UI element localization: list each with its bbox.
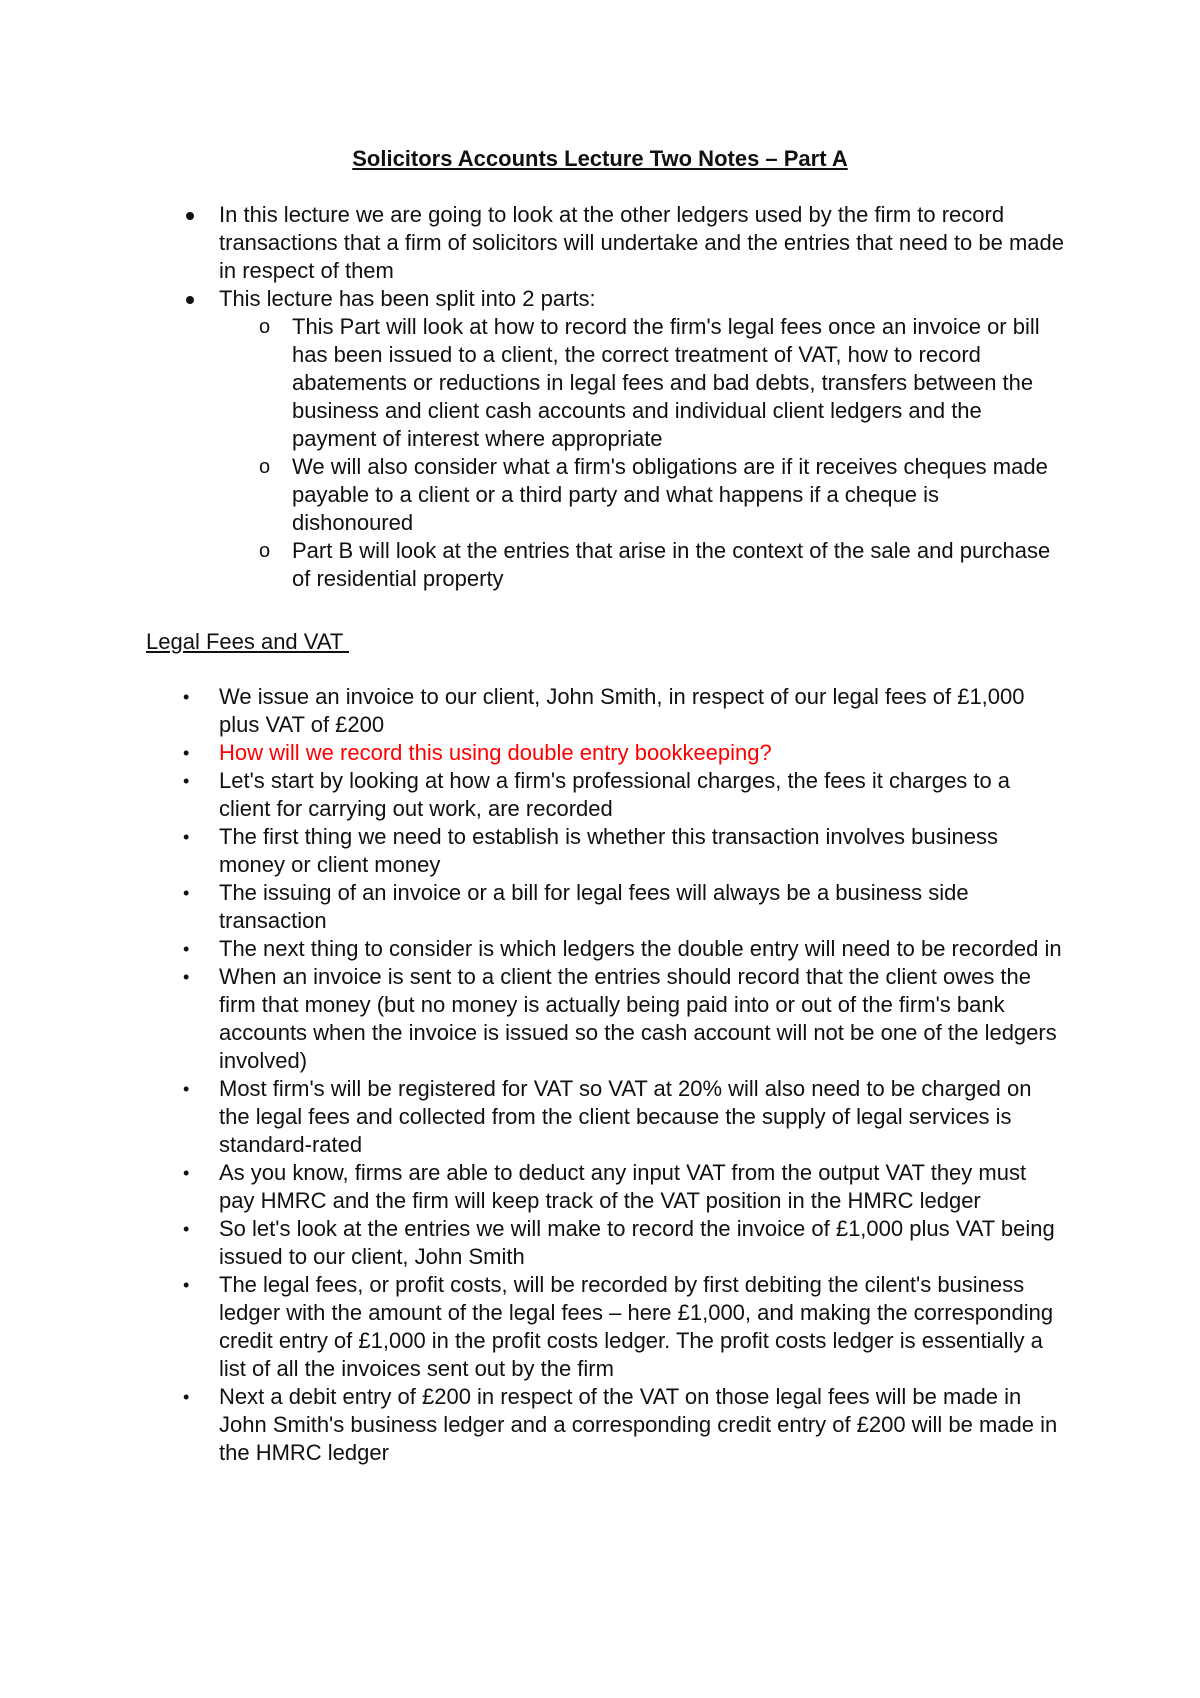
intro-item [176, 285, 1066, 593]
document-title: Solicitors Accounts Lecture Two Notes – Part A [352, 146, 848, 171]
list-item: • The next thing to consider is which ledgers the double entry will need to be recorded in [176, 935, 1066, 963]
intro-list [176, 201, 1066, 593]
intro-sub-list [219, 313, 1066, 593]
section-heading-legal-fees-vat: Legal Fees and VAT [146, 629, 350, 654]
list-item: • When an invoice is sent to a client the entries should record that the client owes the firm that money (but no money is actually being paid into or out of the firm's bank accounts when the invoice is issued so the cash account will not be one of the ledgers involved) [176, 963, 1066, 1075]
list-item: • We issue an invoice to our client, John Smith, in respect of our legal fees of £1,000 plus VAT of £200 [176, 683, 1066, 739]
list-item: • The issuing of an invoice or a bill for legal fees will always be a business side transaction [176, 879, 1066, 935]
intro-item-text: In this lecture we are going to look at the other ledgers used by the firm to record transactions that a firm of solicitors will undertake and the entries that need to be made in respect of them [219, 202, 1065, 283]
intro-sub-item: o Part B will look at the entries that arise in the context of the sale and purchase of residential property [219, 537, 1066, 593]
list-item: • Next a debit entry of £200 in respect of the VAT on those legal fees will be made in John Smith's business ledger and a corresponding credit entry of £200 will be made in the HMRC ledger [176, 1383, 1066, 1467]
intro-item [176, 201, 1066, 285]
list-item: • Most firm's will be registered for VAT so VAT at 20% will also need to be charged on the legal fees and collected from the client because the supply of legal services is standard-rated [176, 1075, 1066, 1159]
list-item: • The legal fees, or profit costs, will be recorded by first debiting the cilent's business ledger with the amount of the legal fees – here £1,000, and making the corresponding credit entry of £1,000 in the profit costs ledger. The profit costs ledger is essentially a list of all the invoices sent out by the firm [176, 1271, 1066, 1383]
list-item: • Let's start by looking at how a firm's professional charges, the fees it charges to a client for carrying out work, are recorded [176, 767, 1066, 823]
list-item: • The first thing we need to establish is whether this transaction involves business money or client money [176, 823, 1066, 879]
list-item: • So let's look at the entries we will make to record the invoice of £1,000 plus VAT being issued to our client, John Smith [176, 1215, 1066, 1271]
intro-item-text: This lecture has been split into 2 parts: [219, 286, 596, 311]
highlighted-question: • How will we record this using double entry bookkeeping? [176, 739, 1066, 767]
legal-fees-list [176, 683, 1066, 1467]
list-item: • As you know, firms are able to deduct any input VAT from the output VAT they must pay HMRC and the firm will keep track of the VAT position in the HMRC ledger [176, 1159, 1066, 1215]
intro-sub-item: o This Part will look at how to record the firm's legal fees once an invoice or bill has been issued to a client, the correct treatment of VAT, how to record abatements or reductions in legal fees and bad debts, transfers between the business and client cash accounts and individual client ledgers and the payment of interest where appropriate [219, 313, 1066, 453]
intro-sub-item: o We will also consider what a firm's obligations are if it receives cheques made payable to a client or a third party and what happens if a cheque is dishonoured [219, 453, 1066, 537]
